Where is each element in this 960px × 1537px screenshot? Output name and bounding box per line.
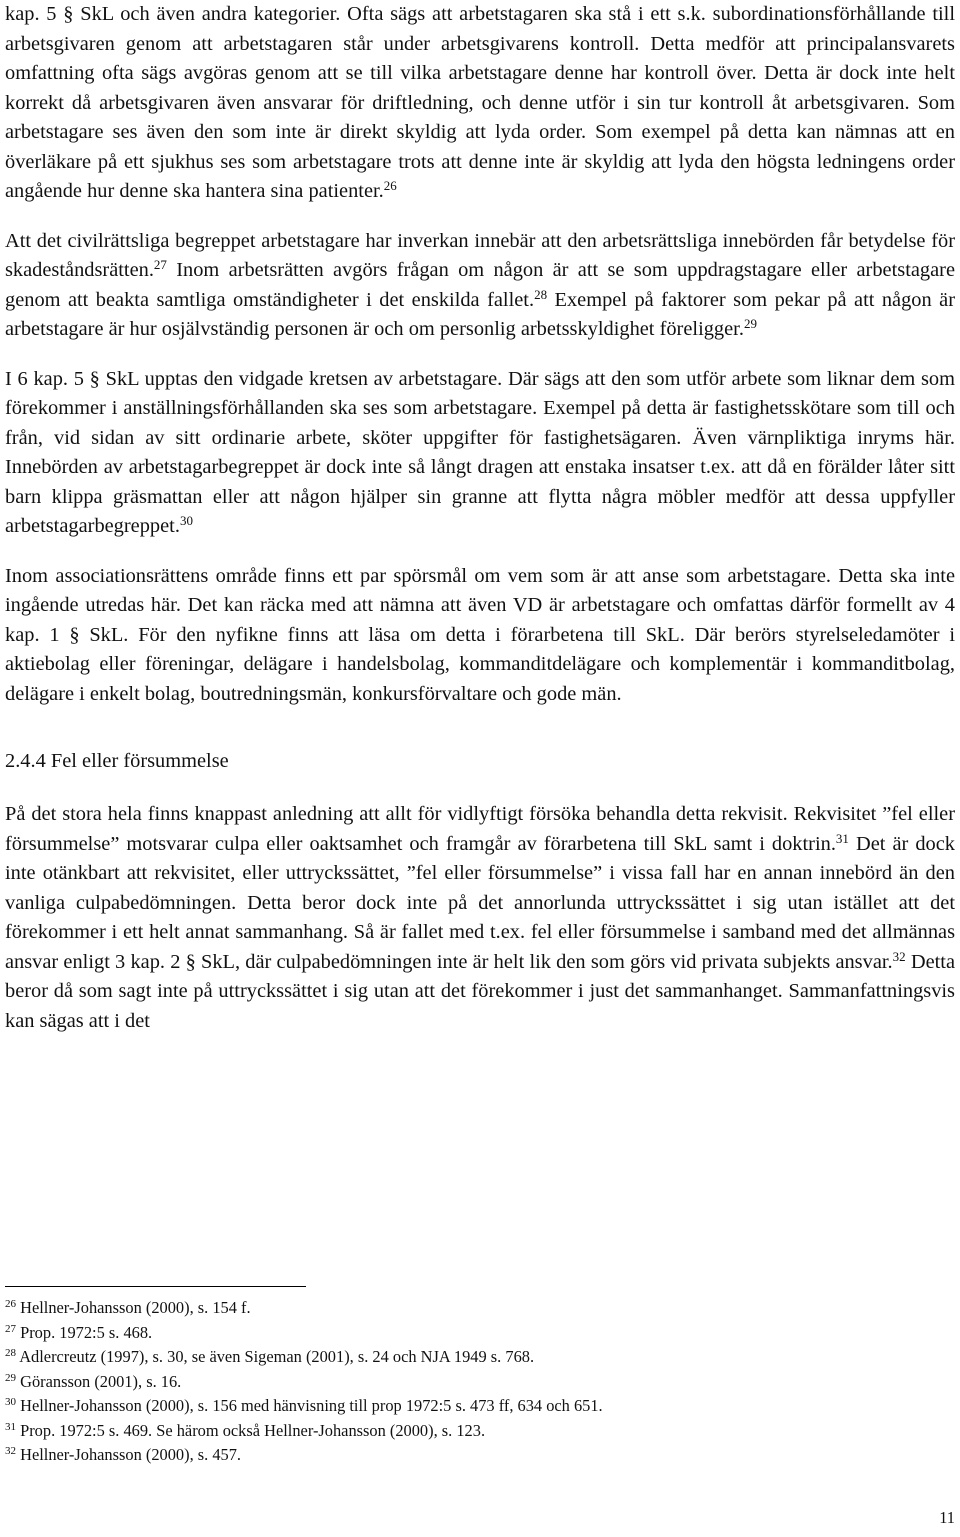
page-number: 11: [939, 1508, 955, 1527]
footnote-number: 31: [5, 1420, 16, 1433]
text-block-before-heading: [5, 0, 955, 709]
footnote-text: Göransson (2001), s. 16.: [20, 1371, 182, 1391]
footnote-reference[interactable]: 29: [743, 316, 757, 331]
footnote-number: 28: [5, 1347, 16, 1359]
footnote-text: Hellner-Johansson (2000), s. 154 f.: [20, 1298, 251, 1317]
footnote-reference[interactable]: 31: [835, 830, 849, 846]
paragraph-text: Exempel på faktorer som pekar på att någon är arbetstagare är hur osjälvständig personen är och om personlig arbetsskyldighet föreligger.: [5, 288, 955, 340]
paragraph: [5, 0, 955, 207]
paragraph-text: Det är dock inte otänkbart att rekvisitet, eller uttryckssättet, ”fel eller försummelse” i vissa fall har en annan innebörd än den vanliga culpabedömningen. Detta beror dock inte på det annorlunda uttryckssättet i sig utan istället att det förekommer i ett helt annat sammanhang. Så är fallet med t.ex. fel eller försummelse i samband med det allmännas ansvar enligt 3 kap. 2 § SkL, där culpabedömningen inte är helt lik den som görs vid privata subjekts ansvar.: [5, 832, 955, 973]
footnote-reference[interactable]: 27: [153, 257, 167, 272]
paragraph: [5, 800, 955, 1036]
footnote-number: 30: [5, 1396, 16, 1408]
paragraph-text: På det stora hela finns knappast anledning att allt för vidlyftigt försöka behandla detta rekvisit. Rekvisitet ”fel eller försummelse” motsvarar culpa eller oaktsamhet och framgår av förarbetena till SkL samt i doktrin.: [5, 803, 955, 855]
footnote-text: Prop. 1972:5 s. 469. Se härom också Hellner-Johansson (2000), s. 123.: [20, 1420, 486, 1440]
footnote-reference[interactable]: 30: [179, 513, 193, 528]
footnote: [5, 1346, 905, 1367]
footnote: [5, 1444, 905, 1465]
footnote-number: 29: [5, 1371, 16, 1384]
footnote-text: Hellner-Johansson (2000), s. 457.: [20, 1445, 242, 1464]
footnote-separator: [5, 1286, 306, 1287]
page-body: [5, 0, 955, 1036]
footnote: [5, 1395, 905, 1416]
footnote-reference[interactable]: 26: [383, 178, 397, 193]
footnote-number: 26: [5, 1298, 16, 1310]
paragraph: [5, 365, 955, 542]
paragraph-text: I 6 kap. 5 § SkL upptas den vidgade kretsen av arbetstagare. Där sägs att den som utför arbete som liknar dem som förekommer i anställningsförhållanden ska ses som arbetstagare. Exempel på detta är fastighetsskötare som till och från, vid sidan av sitt ordinarie arbete, sköter uppgifter för fastighetsägaren. Även värnpliktiga inryms här. Innebörden av arbetstagarbegreppet är dock inte så långt dragen att enstaka insatser t.ex. att då en förälder låter sitt barn klippa gräsmattan eller att någon hjälper sin granne att flytta några möbler medför att dessa uppfyller arbetstagarbegreppet.: [5, 367, 955, 537]
footnote: [5, 1420, 905, 1441]
text-block-after-heading: [5, 800, 955, 1036]
footnote-text: Prop. 1972:5 s. 468.: [20, 1322, 153, 1342]
footnote-number: 27: [5, 1322, 16, 1335]
section-heading: 2.4.4 Fel eller försummelse: [5, 750, 229, 772]
paragraph: [5, 562, 955, 710]
footnote-number: 32: [5, 1445, 16, 1457]
footnote-text: Adlercreutz (1997), s. 30, se även Sigeman (2001), s. 24 och NJA 1949 s. 768.: [19, 1347, 535, 1366]
paragraph-text: kap. 5 § SkL och även andra kategorier. Ofta sägs att arbetstagaren ska stå i ett s.k. subordinationsförhållande till arbetsgivaren genom att arbetstagaren står under arbetsgivarens kontroll. Detta medför att principalansvarets omfattning ofta sägs avgöras genom att se till vilka arbetstagare denne har kontroll över. Detta är dock inte helt korrekt då arbetsgivaren även ansvarar för driftledning, och denne utför i sin tur kontroll åt arbetsgivaren. Som arbetstagare ses även den som inte är direkt skyldig att lyda order. Som exempel på detta kan nämnas att en överläkare på ett sjukhus ses som arbetstagare trots att denne inte är skyldig att lyda den högsta ledningens order angående hur denne ska hantera sina patienter.: [5, 3, 955, 202]
footnote: [5, 1297, 905, 1318]
paragraph-text: Detta beror då som sagt inte på uttryckssättet i sig utan att det förekommer i just det sammanhanget. Sammanfattningsvis kan sägas att i det: [5, 950, 955, 1032]
paragraph-text: Inom arbetsrätten avgörs frågan om någon är att se som uppdragstagare eller arbetstagare genom att beakta samtliga omständigheter i det enskilda fallet.: [5, 259, 955, 311]
footnote: [5, 1322, 905, 1343]
paragraph-text: Inom associationsrättens område finns ett par spörsmål om vem som är att anse som arbetstagare. Detta ska inte ingående utredas här. Det kan räcka med att nämna att även VD är arbetstagare och omfattas därför formellt av 4 kap. 1 § SkL. För den nyfikne finns att läsa om detta i förarbetena till SkL. Där berörs styrelseledamöter i aktiebolag eller föreningar, delägare i handelsbolag, kommanditdelägare och komplementär i kommanditbolag, delägare i enkelt bolag, boutredningsmän, konkursförvaltare och gode män.: [5, 564, 955, 705]
footnote-reference[interactable]: 32: [892, 948, 906, 964]
footnote: [5, 1371, 905, 1392]
footnote-reference[interactable]: 28: [534, 286, 548, 302]
paragraph: [5, 227, 955, 345]
footnotes: [5, 1297, 905, 1469]
footnote-text: Hellner-Johansson (2000), s. 156 med hänvisning till prop 1972:5 s. 473 ff, 634 och 651.: [20, 1396, 603, 1415]
paragraph-text: Att det civilrättsliga begreppet arbetstagare har inverkan innebär att den arbetsrättsliga innebörden får betydelse för skadeståndsrätten.: [5, 229, 955, 281]
